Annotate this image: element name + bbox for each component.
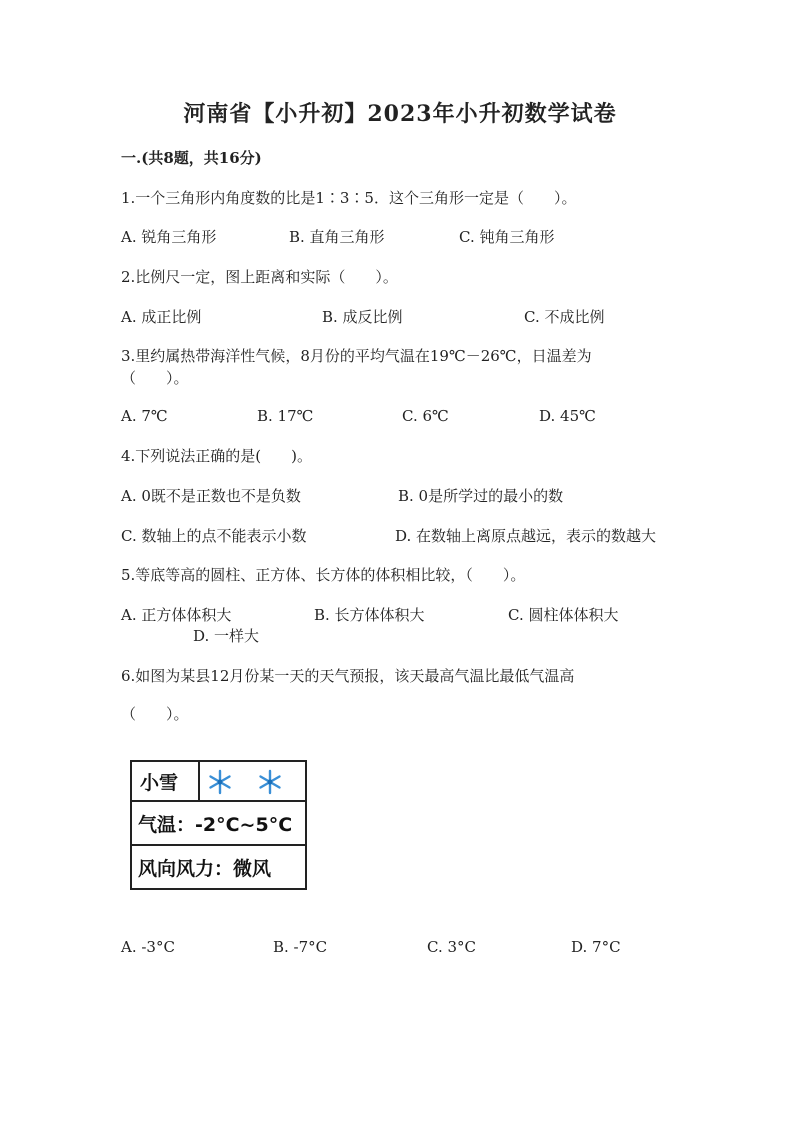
weather-divider — [198, 762, 200, 800]
question-1-option-b[interactable]: B. 直角三角形 — [289, 228, 385, 246]
question-3-option-b[interactable]: B. 17℃ — [257, 407, 314, 425]
weather-wind-row — [132, 846, 305, 888]
question-5-option-c[interactable]: C. 圆柱体体积大 — [508, 606, 619, 624]
question-6-option-c[interactable]: C. 3°C — [427, 938, 476, 956]
question-3-option-d[interactable]: D. 45℃ — [539, 407, 596, 425]
weather-condition: 小雪 — [140, 771, 179, 794]
weather-condition-row — [132, 762, 305, 802]
question-3-option-a[interactable]: A. 7℃ — [121, 407, 168, 425]
weather-temperature: 气温：-2°C~5°C — [138, 813, 293, 836]
question-4-option-a[interactable]: A. 0既不是正数也不是负数 — [121, 487, 301, 505]
question-3-option-c[interactable]: C. 6℃ — [402, 407, 449, 425]
section-heading: 一.(共8题，共16分) — [121, 149, 262, 167]
question-2-option-c[interactable]: C. 不成比例 — [524, 308, 605, 326]
question-6-option-d[interactable]: D. 7°C — [571, 938, 621, 956]
question-1-option-c[interactable]: C. 钝角三角形 — [459, 228, 555, 246]
snowflake-icon — [255, 767, 285, 797]
question-6-stem-line1: 6.如图为某县12月份某一天的天气预报，该天最高气温比最低气温高 — [121, 667, 575, 685]
question-4-stem: 4.下列说法正确的是( )。 — [121, 447, 313, 465]
weather-card — [130, 760, 307, 890]
question-6-option-b[interactable]: B. -7°C — [273, 938, 328, 956]
question-2-option-b[interactable]: B. 成反比例 — [322, 308, 403, 326]
question-5-stem: 5.等底等高的圆柱、正方体、长方体的体积相比较，（ ）。 — [121, 566, 526, 584]
page-title: 河南省【小升初】2023年小升初数学试卷 — [183, 101, 617, 127]
weather-wind: 风向风力：微风 — [138, 857, 272, 880]
question-3-stem-line2: （ ）。 — [121, 369, 189, 387]
question-4-option-c[interactable]: C. 数轴上的点不能表示小数 — [121, 527, 307, 545]
question-4-option-d[interactable]: D. 在数轴上离原点越远，表示的数越大 — [395, 527, 657, 545]
question-2-option-a[interactable]: A. 成正比例 — [121, 308, 202, 326]
weather-temperature-row — [132, 802, 305, 846]
question-1-option-a[interactable]: A. 锐角三角形 — [121, 228, 217, 246]
question-3-stem-line1: 3.里约属热带海洋性气候，8月份的平均气温在19℃－26℃，日温差为 — [121, 347, 592, 365]
snowflake-icon — [205, 767, 235, 797]
question-2-stem: 2.比例尺一定，图上距离和实际（ ）。 — [121, 268, 398, 286]
question-1-stem: 1.一个三角形内角度数的比是1∶3∶5．这个三角形一定是（ ）。 — [121, 189, 577, 207]
question-6-option-a[interactable]: A. -3°C — [121, 938, 175, 956]
question-5-option-a[interactable]: A. 正方体体积大 — [121, 606, 232, 624]
question-4-option-b[interactable]: B. 0是所学过的最小的数 — [398, 487, 564, 505]
question-5-option-b[interactable]: B. 长方体体积大 — [314, 606, 425, 624]
question-5-option-d[interactable]: D. 一样大 — [193, 627, 260, 645]
question-6-stem-line2: （ ）。 — [121, 705, 189, 723]
